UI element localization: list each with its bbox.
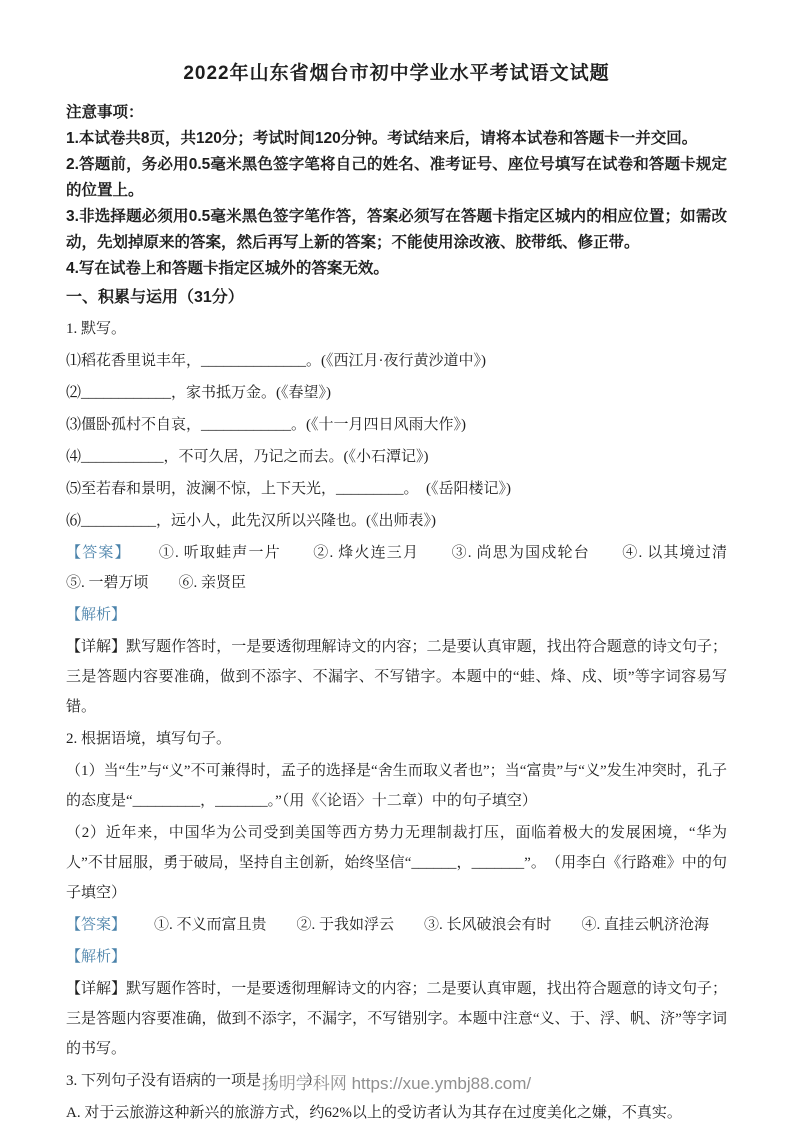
q1-answer-line [66, 538, 758, 598]
notice-item-4: 4.写在试卷上和答题卡指定区城外的答案无效。 [66, 260, 389, 277]
q2-part-2: （2）近年来，中国华为公司受到美国等西方势力无理制裁打压，面临着极大的发展困境，“华为人”不甘屈服，勇于破局，坚持自主创新，始终坚信“______，_______”。 （用李白《行路难》中的句子填空） [66, 825, 727, 901]
q1-stem: 1. 默写。 [66, 321, 127, 337]
q2-answer-line [66, 910, 727, 940]
q1-blank-3: ⑶僵卧孤村不自哀，____________。(《十一月四日风雨大作》) [66, 417, 466, 433]
q1-blank-5: ⑸至若春和景明，波澜不惊，上下天光，_________。 (《岳阳楼记》) [66, 481, 511, 497]
q2-stem: 2. 根据语境，填写句子。 [66, 731, 232, 747]
q1-detail: 【详解】默写题作答时，一是要透彻理解诗文的内容；二是要认真审题，找出符合题意的诗文句子；三是答题内容要准确，做到不添字、不漏字、不写错字。本题中的“蛙、烽、戍、顷”等字词容易写错。 [66, 639, 727, 715]
q1-blank-1: ⑴稻花香里说丰年，______________。(《西江月·夜行黄沙道中》) [66, 353, 486, 369]
watermark-footer: 扬明学科网 https://xue.ymbj88.com/ [261, 1074, 532, 1093]
page-title: 2022年山东省烟台市初中学业水平考试语文试题 [183, 63, 610, 84]
answer-label: 【答案】 [66, 917, 127, 933]
q2-analysis-line [66, 942, 727, 972]
q1-analysis-line [66, 600, 727, 630]
q1-answer-text: ①. 听取蛙声一片 ②. 烽火连三月 ③. 尚思为国戍轮台 ④. 以其境过清 ⑤. 一碧万顷 ⑥. 亲贤臣 [66, 545, 758, 591]
analysis-label: 【解析】 [66, 949, 127, 965]
q3-option-a: A. 对于云旅游这种新兴的旅游方式，约62%以上的受访者认为其存在过度美化之嫌，不真实。 [66, 1105, 682, 1121]
notice-item-3: 3.非选择题必须用0.5毫米黑色签字笔作答，答案必须写在答题卡指定区城内的相应位置；如需改动，先划掉原来的答案，然后再写上新的答案；不能使用涂改液、胶带纸、修正带。 [66, 208, 727, 251]
q1-blank-6: ⑹__________，远小人，此先汉所以兴隆也。(《出师表》) [66, 513, 436, 529]
answer-label: 【答案】 [66, 545, 131, 561]
notice-item-2: 2.答题前，务必用0.5毫米黑色签字笔将自己的姓名、准考证号、座位号填写在试卷和答题卡规定的位置上。 [66, 156, 727, 199]
q2-part-1: （1）当“生”与“义”不可兼得时，孟子的选择是“舍生而取义者也”；当“富贵”与“义”发生冲突时，孔子的态度是“_________，_______。”（用《〈论语〉十二章）中的句子填空） [66, 763, 727, 809]
q2-detail: 【详解】默写题作答时，一是要透彻理解诗文的内容；二是要认真审题，找出符合题意的诗文句子；三是答题内容要准确，做到不添字，不漏字，不写错别字。本题中注意“义、于、浮、帆、济”等字词的书写。 [66, 981, 727, 1057]
q2-answer-text: ①. 不义而富且贵 ②. 于我如浮云 ③. 长风破浪会有时 ④. 直挂云帆济沧海 [154, 917, 710, 933]
notice-heading: 注意事项： [66, 104, 144, 121]
q3-stem: 3. 下列句子没有语病的一项是（ ） [66, 1073, 322, 1089]
q1-blank-2: ⑵____________，家书抵万金。(《春望》) [66, 385, 331, 401]
q1-blank-4: ⑷___________，不可久居，乃记之而去。(《小石潭记》) [66, 449, 429, 465]
section1-heading: 一、积累与运用（31分） [66, 289, 244, 306]
notice-item-1: 1.本试卷共8页，共120分；考试时间120分钟。考试结来后，请将本试卷和答题卡一并交回。 [66, 130, 698, 147]
analysis-label: 【解析】 [66, 607, 127, 623]
